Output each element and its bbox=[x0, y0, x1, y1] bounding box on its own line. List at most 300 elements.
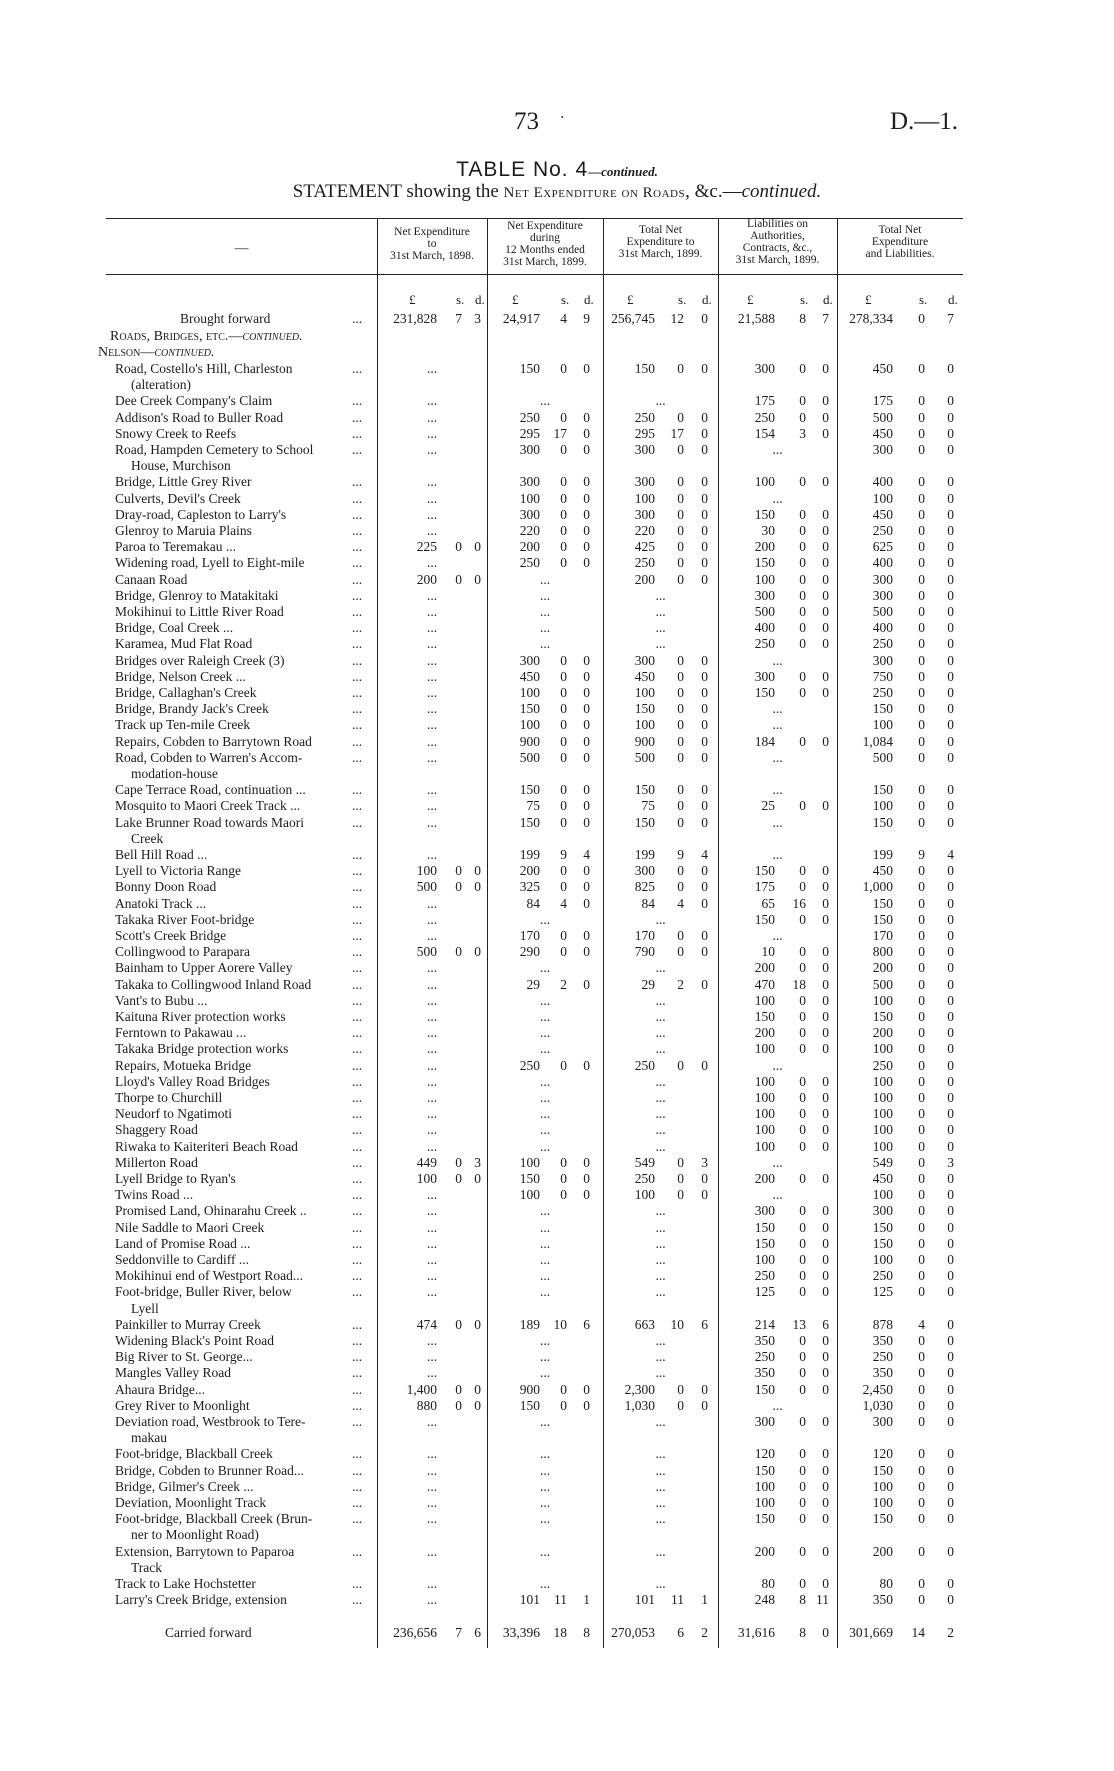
row-description: Mokihinui to Little River Road bbox=[115, 604, 284, 619]
table-row-empty: ... bbox=[426, 992, 438, 1008]
table-row-pounds: 100 bbox=[872, 1138, 893, 1154]
table-row-empty: ... bbox=[426, 1122, 438, 1138]
table-row-pounds: 1,400 bbox=[406, 1381, 437, 1397]
table-row-shillings: 0 bbox=[560, 782, 567, 798]
table-row-shillings: 0 bbox=[799, 1284, 806, 1300]
table-row-shillings: 0 bbox=[799, 604, 806, 619]
column-header-line: 31st March, 1899. bbox=[503, 256, 587, 268]
table-row-shillings: 9 bbox=[918, 847, 925, 862]
table-row-empty: ... bbox=[655, 620, 666, 636]
table-row-pence: 0 bbox=[583, 701, 590, 717]
table-row-shillings: 0 bbox=[918, 1446, 925, 1462]
table-row-pence: 0 bbox=[947, 523, 954, 538]
table-row-shillings: 0 bbox=[677, 1171, 684, 1186]
table-row-shillings: 0 bbox=[799, 879, 806, 895]
table-row-pence: 0 bbox=[822, 1365, 829, 1381]
table-row-pence: 0 bbox=[474, 571, 481, 587]
row-dots: ... bbox=[352, 490, 363, 506]
table-row-shillings: 0 bbox=[560, 490, 567, 506]
table-row-pounds: 29 bbox=[641, 976, 655, 992]
table-row-shillings: 0 bbox=[918, 1203, 925, 1219]
table-row-empty: ... bbox=[539, 1511, 551, 1527]
carried-forward-shillings: 18 bbox=[553, 1625, 567, 1640]
row-dots: ... bbox=[352, 733, 363, 749]
table-row-pounds: 549 bbox=[872, 1154, 893, 1170]
table-row-empty: ... bbox=[655, 1122, 666, 1138]
table-row-pence: 0 bbox=[947, 879, 954, 895]
table-row-pounds: 200 bbox=[754, 1543, 775, 1559]
row-description: Painkiller to Murray Creek bbox=[115, 1316, 261, 1332]
row-dots: ... bbox=[352, 1365, 363, 1381]
table-row-pounds: 450 bbox=[872, 425, 893, 441]
table-row-pounds: 100 bbox=[872, 992, 893, 1008]
table-row-pence: 0 bbox=[822, 863, 829, 879]
table-row-shillings: 0 bbox=[799, 1171, 806, 1186]
table-row-empty: ... bbox=[539, 604, 551, 619]
table-row-pounds: 10 bbox=[761, 944, 775, 960]
table-row-pence: 0 bbox=[947, 1446, 954, 1462]
table-row-pounds: 154 bbox=[754, 425, 775, 441]
table-row-pounds: 150 bbox=[872, 701, 893, 717]
table-row-pence: 0 bbox=[701, 361, 708, 376]
table-row-shillings: 0 bbox=[918, 523, 925, 538]
row-description: Twins Road ... bbox=[115, 1187, 194, 1203]
table-row-shillings: 0 bbox=[799, 960, 806, 976]
table-row-empty: ... bbox=[539, 992, 551, 1008]
table-row-pounds: 125 bbox=[872, 1284, 893, 1300]
table-row-pounds: 150 bbox=[872, 1235, 893, 1251]
table-row-shillings: 0 bbox=[918, 393, 925, 409]
carried-forward-pounds: 31,616 bbox=[737, 1625, 775, 1640]
table-row-pounds: 400 bbox=[872, 474, 893, 490]
table-row-shillings: 0 bbox=[799, 571, 806, 587]
table-row-empty: ... bbox=[426, 1187, 438, 1203]
table-row-pence: 6 bbox=[701, 1316, 708, 1332]
table-row-shillings: 0 bbox=[677, 668, 684, 684]
table-row-pence: 0 bbox=[822, 879, 829, 895]
table-row-empty: ... bbox=[539, 960, 551, 976]
brought-forward-label: Brought forward bbox=[180, 311, 271, 326]
table-row-pounds: 200 bbox=[519, 863, 540, 879]
table-row-pounds: 150 bbox=[754, 1381, 775, 1397]
row-dots: ... bbox=[352, 539, 363, 555]
unit-label: s. bbox=[561, 292, 570, 307]
table-row-pence: 0 bbox=[822, 1268, 829, 1284]
carried-forward-pence: 2 bbox=[701, 1625, 708, 1640]
table-row-pounds: 225 bbox=[416, 539, 437, 555]
table-row-pounds: 450 bbox=[872, 863, 893, 879]
table-row-pence: 0 bbox=[822, 1446, 829, 1462]
table-row-pounds: 100 bbox=[872, 1122, 893, 1138]
table-row-empty: ... bbox=[772, 1187, 783, 1203]
table-row-shillings: 0 bbox=[799, 1478, 806, 1494]
table-row-empty: ... bbox=[655, 1333, 666, 1348]
row-dots: ... bbox=[352, 1171, 363, 1186]
column-header-line: and Liabilities. bbox=[865, 248, 935, 260]
table-row-pence: 0 bbox=[822, 1284, 829, 1300]
table-row-shillings: 0 bbox=[560, 685, 567, 700]
row-description: Road, Hampden Cemetery to School bbox=[115, 442, 314, 457]
table-row-pounds: 300 bbox=[872, 571, 893, 587]
table-row-pence: 0 bbox=[701, 814, 708, 830]
table-row-pence: 0 bbox=[822, 506, 829, 522]
page-number: 73 bbox=[514, 108, 539, 135]
table-row-empty: ... bbox=[655, 1025, 666, 1041]
table-row-pence: 0 bbox=[701, 668, 708, 684]
table-row-pounds: 100 bbox=[872, 1478, 893, 1494]
table-row-empty: ... bbox=[655, 1041, 666, 1057]
brought-forward-pence: 0 bbox=[701, 311, 708, 326]
table-row-shillings: 0 bbox=[799, 1543, 806, 1559]
table-row-empty: ... bbox=[426, 701, 438, 717]
table-row-shillings: 18 bbox=[792, 976, 806, 992]
table-row-pounds: 663 bbox=[634, 1316, 655, 1332]
row-dots: ... bbox=[352, 701, 363, 717]
table-row-pence: 0 bbox=[822, 425, 829, 441]
row-description: Ahaura Bridge... bbox=[115, 1381, 205, 1397]
brought-forward-shillings: 8 bbox=[799, 311, 806, 326]
row-dots: ... bbox=[352, 1219, 363, 1235]
table-row-empty: ... bbox=[772, 814, 783, 830]
table-row-shillings: 0 bbox=[918, 506, 925, 522]
row-dots: ... bbox=[352, 1106, 363, 1122]
table-row-pence: 4 bbox=[701, 847, 708, 862]
table-row-shillings: 0 bbox=[799, 1576, 806, 1591]
table-row-pence: 0 bbox=[822, 895, 829, 911]
table-row-pence: 0 bbox=[474, 1381, 481, 1397]
column-header-3 bbox=[603, 224, 718, 260]
table-row-pence: 0 bbox=[947, 701, 954, 717]
table-row-pounds: 100 bbox=[416, 863, 437, 879]
table-row-pounds: 175 bbox=[754, 879, 775, 895]
row-dots: ... bbox=[352, 992, 363, 1008]
table-row-pence: 0 bbox=[583, 717, 590, 733]
table-row-pounds: 900 bbox=[519, 1381, 540, 1397]
table-row-pence: 0 bbox=[583, 749, 590, 765]
table-row-pounds: 900 bbox=[634, 733, 655, 749]
table-row-empty: ... bbox=[655, 1446, 666, 1462]
table-row-pence: 0 bbox=[583, 539, 590, 555]
row-dots: ... bbox=[352, 1025, 363, 1041]
row-description: Takaka River Foot-bridge bbox=[115, 911, 255, 927]
table-row-pounds: 750 bbox=[872, 668, 893, 684]
table-row-shillings: 0 bbox=[560, 1171, 567, 1186]
table-row-pounds: 500 bbox=[519, 749, 540, 765]
table-row-empty: ... bbox=[426, 733, 438, 749]
table-row-shillings: 0 bbox=[799, 1333, 806, 1348]
table-row-pence: 0 bbox=[822, 1252, 829, 1267]
table-row-shillings: 0 bbox=[918, 1414, 925, 1429]
table-row-pounds: 250 bbox=[872, 1057, 893, 1073]
table-row-pence: 0 bbox=[947, 506, 954, 522]
table-row-empty: ... bbox=[539, 1462, 551, 1478]
table-row-pounds: 214 bbox=[754, 1316, 775, 1332]
table-row-pence: 0 bbox=[583, 863, 590, 879]
table-row-pence: 0 bbox=[822, 604, 829, 619]
table-row-pence: 0 bbox=[583, 1171, 590, 1186]
table-row-empty: ... bbox=[655, 911, 666, 927]
table-row-pence: 0 bbox=[947, 1268, 954, 1284]
table-row-pence: 0 bbox=[947, 960, 954, 976]
table-row-empty: ... bbox=[655, 1203, 666, 1219]
table-row-empty: ... bbox=[539, 620, 551, 636]
table-row-shillings: 0 bbox=[918, 1138, 925, 1154]
row-description: Glenroy to Maruia Plains bbox=[115, 523, 252, 538]
table-row-empty: ... bbox=[426, 1543, 438, 1559]
table-row-shillings: 0 bbox=[918, 879, 925, 895]
table-row-pence: 0 bbox=[701, 928, 708, 943]
table-row-pence: 0 bbox=[583, 555, 590, 571]
table-row-shillings: 0 bbox=[918, 1073, 925, 1089]
row-description: Lyell to Victoria Range bbox=[115, 863, 242, 879]
table-row-pounds: 300 bbox=[872, 1414, 893, 1429]
table-row-empty: ... bbox=[426, 1009, 438, 1024]
table-row-empty: ... bbox=[426, 1057, 438, 1073]
table-row-empty: ... bbox=[655, 992, 666, 1008]
table-row-pounds: 500 bbox=[872, 604, 893, 619]
table-row-pence: 0 bbox=[701, 555, 708, 571]
table-row-pence: 0 bbox=[947, 571, 954, 587]
table-row-empty: ... bbox=[539, 1543, 551, 1559]
table-row-shillings: 0 bbox=[677, 652, 684, 668]
table-row-shillings: 0 bbox=[918, 1478, 925, 1494]
table-row-pounds: 100 bbox=[634, 717, 655, 733]
table-row-shillings: 0 bbox=[918, 571, 925, 587]
table-row-empty: ... bbox=[539, 1235, 551, 1251]
table-row-pence: 0 bbox=[947, 895, 954, 911]
table-row-pence: 0 bbox=[947, 555, 954, 571]
row-description: Deviation road, Westbrook to Tere- bbox=[115, 1414, 306, 1429]
table-row-empty: ... bbox=[655, 1349, 666, 1365]
table-row-empty: ... bbox=[426, 587, 438, 603]
table-row-empty: ... bbox=[772, 442, 783, 457]
table-row-pounds: 150 bbox=[754, 506, 775, 522]
table-row-empty: ... bbox=[655, 636, 666, 652]
table-row-empty: ... bbox=[539, 1284, 551, 1300]
table-row-pence: 0 bbox=[947, 587, 954, 603]
table-row-pounds: 625 bbox=[872, 539, 893, 555]
table-row-pounds: 175 bbox=[872, 393, 893, 409]
brought-forward-shillings: 7 bbox=[455, 311, 462, 326]
row-description: Bridge, Little Grey River bbox=[115, 474, 252, 490]
table-row-empty: ... bbox=[426, 620, 438, 636]
row-dots: ... bbox=[352, 604, 363, 619]
table-row-empty: ... bbox=[655, 1495, 666, 1510]
row-dots: ... bbox=[352, 1381, 363, 1397]
row-dots: ... bbox=[352, 523, 363, 538]
column-header-line: Authorities, bbox=[750, 230, 805, 242]
row-dots: ... bbox=[352, 944, 363, 960]
table-row-pounds: 100 bbox=[634, 685, 655, 700]
table-row-pounds: 150 bbox=[634, 814, 655, 830]
table-row-pence: 0 bbox=[947, 1122, 954, 1138]
table-row-pounds: 1,000 bbox=[862, 879, 893, 895]
table-row-pounds: 100 bbox=[872, 1252, 893, 1267]
table-row-empty: ... bbox=[539, 636, 551, 652]
table-row-shillings: 0 bbox=[677, 944, 684, 960]
table-row-pence: 6 bbox=[822, 1316, 829, 1332]
table-row-shillings: 10 bbox=[670, 1316, 684, 1332]
brought-forward-shillings: 4 bbox=[560, 311, 567, 326]
row-dots: ... bbox=[352, 620, 363, 636]
table-row-shillings: 0 bbox=[918, 782, 925, 798]
row-dots: ... bbox=[352, 506, 363, 522]
table-row-shillings: 0 bbox=[799, 992, 806, 1008]
row-dots: ... bbox=[352, 1316, 363, 1332]
table-row-pounds: 425 bbox=[634, 539, 655, 555]
table-row-shillings: 0 bbox=[455, 1154, 462, 1170]
table-row-pounds: 350 bbox=[754, 1365, 775, 1381]
row-description: Neudorf to Ngatimoti bbox=[115, 1106, 232, 1122]
row-description: Bridge, Brandy Jack's Creek bbox=[115, 701, 269, 717]
unit-label: £ bbox=[747, 292, 754, 307]
table-row-pence: 0 bbox=[947, 685, 954, 700]
row-description: Road, Costello's Hill, Charleston bbox=[115, 361, 293, 376]
table-row-pounds: 300 bbox=[634, 442, 655, 457]
row-dots: ... bbox=[352, 1090, 363, 1105]
column-header-line: Expenditure bbox=[871, 236, 929, 248]
table-row-pence: 3 bbox=[701, 1154, 708, 1170]
table-row-shillings: 0 bbox=[918, 539, 925, 555]
table-row-empty: ... bbox=[426, 442, 438, 457]
table-row-pounds: 295 bbox=[634, 425, 655, 441]
row-description-cont: House, Murchison bbox=[131, 458, 231, 474]
table-row-pounds: 790 bbox=[634, 944, 655, 960]
table-row-shillings: 0 bbox=[455, 1381, 462, 1397]
table-row-pence: 0 bbox=[583, 733, 590, 749]
table-row-empty: ... bbox=[539, 1349, 551, 1365]
table-row-pence: 0 bbox=[822, 1122, 829, 1138]
section-nelson: Nelson—continued. bbox=[98, 345, 215, 360]
table-row-pounds: 500 bbox=[872, 749, 893, 765]
table-row-pence: 0 bbox=[822, 620, 829, 636]
table-row-pence: 0 bbox=[947, 636, 954, 652]
table-row-pence: 0 bbox=[701, 685, 708, 700]
row-dots: ... bbox=[352, 928, 363, 943]
brought-forward-pence: 7 bbox=[947, 311, 954, 326]
table-row-pounds: 880 bbox=[416, 1397, 437, 1413]
table-row-pence: 0 bbox=[822, 1495, 829, 1510]
subtitle-caps: Net Expenditure on Roads bbox=[503, 185, 686, 201]
table-row-pence: 0 bbox=[583, 523, 590, 538]
carried-forward-shillings: 8 bbox=[799, 1625, 806, 1640]
table-row-pounds: 150 bbox=[754, 1009, 775, 1024]
table-row-pounds: 300 bbox=[519, 506, 540, 522]
table-row-pence: 0 bbox=[947, 1462, 954, 1478]
row-dots: ... bbox=[352, 717, 363, 733]
table-row-empty: ... bbox=[426, 798, 438, 814]
row-dots: ... bbox=[352, 1284, 363, 1300]
column-header-line: Contracts, &c., bbox=[742, 242, 813, 254]
table-row-shillings: 0 bbox=[918, 717, 925, 733]
table-row-pounds: 200 bbox=[519, 539, 540, 555]
row-description: Bridge, Coal Creek ... bbox=[115, 620, 234, 636]
table-row-pounds: 125 bbox=[754, 1284, 775, 1300]
table-row-pence: 0 bbox=[947, 1397, 954, 1413]
table-row-pence: 0 bbox=[822, 976, 829, 992]
table-row-pounds: 175 bbox=[754, 393, 775, 409]
table-row-empty: ... bbox=[655, 1543, 666, 1559]
table-row-shillings: 4 bbox=[560, 895, 567, 911]
row-dots: ... bbox=[352, 668, 363, 684]
table-row-pounds: 199 bbox=[519, 847, 540, 862]
table-row-pounds: 300 bbox=[872, 587, 893, 603]
brought-forward-pounds: 24,917 bbox=[502, 311, 540, 326]
table-row-pounds: 449 bbox=[416, 1154, 437, 1170]
table-row-pence: 0 bbox=[947, 1073, 954, 1089]
row-dots: ... bbox=[352, 1073, 363, 1089]
table-row-empty: ... bbox=[426, 1284, 438, 1300]
unit-label: d. bbox=[702, 292, 712, 307]
table-row-pence: 0 bbox=[583, 652, 590, 668]
row-dots: ... bbox=[352, 1122, 363, 1138]
table-row-empty: ... bbox=[539, 1138, 551, 1154]
table-row-pounds: 200 bbox=[754, 539, 775, 555]
table-row-pence: 0 bbox=[583, 879, 590, 895]
table-row-pence: 0 bbox=[947, 604, 954, 619]
column-header-line: Net Expenditure bbox=[394, 226, 470, 238]
row-dots: ... bbox=[352, 1138, 363, 1154]
table-row-shillings: 0 bbox=[918, 1349, 925, 1365]
table-row-pounds: 100 bbox=[634, 490, 655, 506]
table-row-pence: 0 bbox=[701, 749, 708, 765]
unit-label: £ bbox=[627, 292, 634, 307]
column-header-2 bbox=[487, 220, 603, 268]
table-row-shillings: 0 bbox=[677, 701, 684, 717]
table-row-empty: ... bbox=[426, 1333, 438, 1348]
table-row-empty: ... bbox=[655, 1219, 666, 1235]
table-row-shillings: 0 bbox=[918, 1592, 925, 1608]
table-row-shillings: 0 bbox=[455, 863, 462, 879]
carried-forward-pounds: 33,396 bbox=[502, 1625, 540, 1640]
table-row-pence: 0 bbox=[822, 1171, 829, 1186]
table-row-pounds: 200 bbox=[754, 1025, 775, 1041]
table-row-shillings: 0 bbox=[799, 1219, 806, 1235]
table-row-shillings: 0 bbox=[677, 555, 684, 571]
table-row-pence: 3 bbox=[947, 1154, 954, 1170]
table-row-empty: ... bbox=[539, 587, 551, 603]
table-row-shillings: 0 bbox=[918, 976, 925, 992]
row-dots: ... bbox=[352, 1349, 363, 1365]
table-row-pounds: 300 bbox=[519, 652, 540, 668]
table-row-pounds: 150 bbox=[519, 361, 540, 376]
table-row-pounds: 100 bbox=[872, 490, 893, 506]
table-row-shillings: 0 bbox=[799, 1365, 806, 1381]
table-row-pence: 4 bbox=[947, 847, 954, 862]
table-row-empty: ... bbox=[426, 1592, 438, 1608]
table-row-empty: ... bbox=[426, 555, 438, 571]
table-row-pounds: 100 bbox=[519, 1154, 540, 1170]
table-row-shillings: 0 bbox=[799, 1462, 806, 1478]
table-row-pence: 0 bbox=[947, 814, 954, 830]
row-dots: ... bbox=[352, 749, 363, 765]
table-row-empty: ... bbox=[426, 361, 438, 376]
table-row-pence: 0 bbox=[701, 409, 708, 425]
table-row-pence: 0 bbox=[701, 425, 708, 441]
table-row-pounds: 100 bbox=[754, 1478, 775, 1494]
table-row-pence: 0 bbox=[474, 863, 481, 879]
table-row-pounds: 470 bbox=[754, 976, 775, 992]
table-row-pence: 0 bbox=[947, 1284, 954, 1300]
table-row-shillings: 0 bbox=[799, 1203, 806, 1219]
table-row-pence: 0 bbox=[947, 1041, 954, 1057]
column-header-line: Total Net bbox=[878, 224, 922, 236]
table-row-shillings: 17 bbox=[553, 425, 567, 441]
table-row-shillings: 0 bbox=[677, 506, 684, 522]
row-dots: ... bbox=[352, 1333, 363, 1348]
table-row-pence: 0 bbox=[947, 976, 954, 992]
table-row-shillings: 0 bbox=[799, 1446, 806, 1462]
